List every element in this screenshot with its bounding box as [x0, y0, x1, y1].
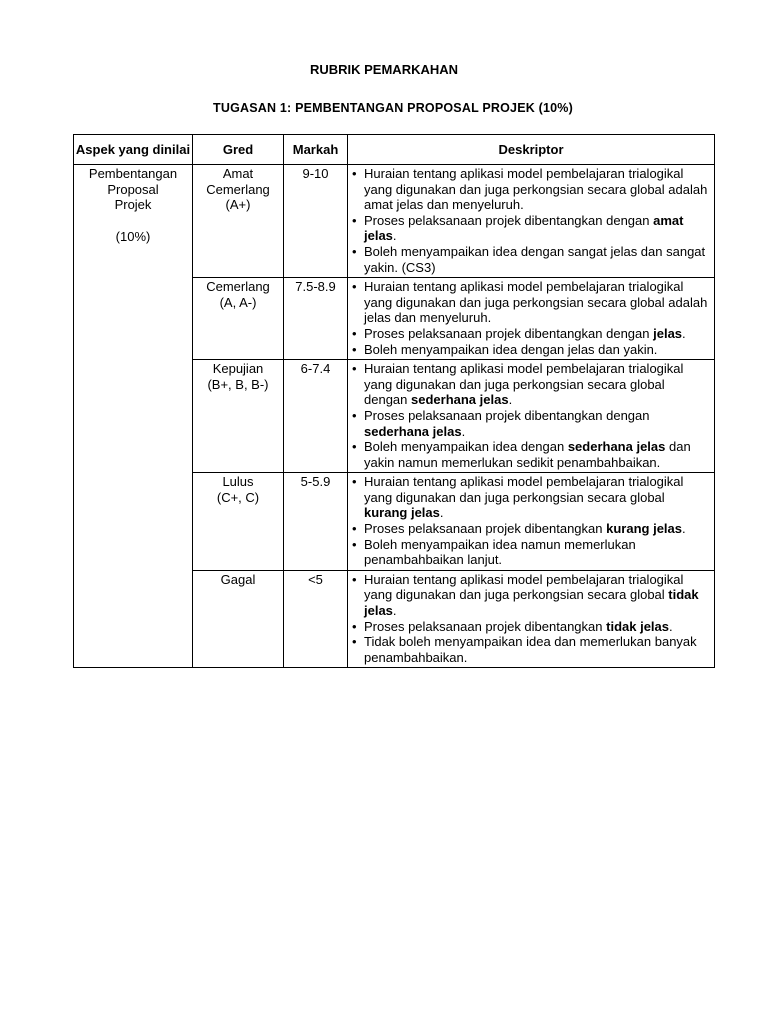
grade-line: (A+)	[225, 197, 251, 213]
grade-line: Cemerlang	[206, 181, 270, 197]
descriptor-list	[348, 165, 714, 277]
descriptor-item	[348, 213, 710, 244]
aspect-line: Pembentangan	[88, 166, 178, 181]
descriptor-emphasis: tidak jelas	[606, 618, 669, 634]
marks-cell: <5	[284, 570, 348, 668]
descriptor-list	[348, 571, 714, 668]
descriptor-emphasis: kurang jelas	[364, 505, 440, 521]
aspect-line: Proposal	[107, 181, 159, 197]
header-markah: Markah	[284, 135, 348, 165]
descriptor-emphasis: sederhana jelas	[411, 392, 509, 408]
grade-line: Lulus	[222, 474, 254, 490]
descriptor-list	[348, 278, 714, 359]
descriptor-item	[348, 361, 710, 408]
descriptor-emphasis: jelas	[653, 325, 683, 341]
descriptor-emphasis: tidak jelas	[364, 587, 699, 619]
descriptor-emphasis: sederhana jelas	[567, 439, 666, 455]
descriptor-item	[348, 408, 710, 439]
descriptor-text: Huraian tentang aplikasi model pembelajaran trialogikal yang digunakan dan juga perkongsian secara global adalah amat jelas dan menyeluruh.	[364, 166, 708, 213]
grade-line: Amat	[222, 166, 254, 181]
descriptor-text: .	[682, 325, 686, 341]
descriptor-text: Boleh menyampaikan idea dengan jelas dan yakin.	[364, 341, 658, 357]
grade-line: (C+, C)	[216, 489, 260, 505]
descriptor-item	[348, 634, 710, 665]
descriptor-cell	[348, 570, 715, 668]
descriptor-item	[348, 279, 710, 326]
descriptor-list	[348, 473, 714, 570]
descriptor-emphasis: sederhana jelas	[364, 423, 462, 439]
grade-cell	[193, 165, 284, 278]
aspect-cell	[74, 165, 193, 668]
descriptor-text: Proses pelaksanaan projek dibentangkan dengan	[364, 407, 650, 423]
descriptor-text: .	[392, 603, 397, 619]
descriptor-text: .	[439, 505, 444, 521]
descriptor-text: .	[508, 392, 513, 408]
descriptor-cell	[348, 278, 715, 360]
grade-line: (A, A-)	[219, 294, 257, 310]
descriptor-text: Tidak boleh menyampaikan idea dan memerlukan banyak penambahbaikan.	[364, 634, 697, 665]
rubric-table	[73, 134, 715, 668]
descriptor-text: .	[682, 521, 686, 537]
descriptor-item	[348, 244, 710, 275]
descriptor-item	[348, 326, 710, 342]
descriptor-item	[348, 474, 710, 521]
descriptor-text: .	[461, 423, 466, 439]
descriptor-text: Boleh menyampaikan idea dengan	[364, 439, 568, 455]
descriptor-text: dan yakin namun memerlukan sedikit penambahbaikan.	[364, 439, 691, 470]
descriptor-text: .	[392, 228, 397, 244]
descriptor-text: .	[669, 618, 673, 634]
descriptor-text: Huraian tentang aplikasi model pembelajaran trialogikal yang digunakan dan juga perkongsian secara global	[364, 474, 684, 505]
grade-line: Gagal	[220, 571, 256, 587]
descriptor-item	[348, 342, 710, 358]
marks-cell: 5-5.9	[284, 473, 348, 571]
descriptor-emphasis: kurang jelas	[606, 521, 682, 537]
grade-cell	[193, 473, 284, 571]
descriptor-text: Boleh menyampaikan idea dengan sangat jelas dan sangat yakin. (CS3)	[364, 243, 706, 275]
marks-cell: 7.5-8.9	[284, 278, 348, 360]
descriptor-item	[348, 439, 710, 470]
header-aspek: Aspek yang dinilai	[74, 135, 193, 165]
grade-line: Cemerlang	[206, 279, 270, 295]
descriptor-emphasis: amat jelas	[364, 212, 684, 244]
marks-cell: 9-10	[284, 165, 348, 278]
aspect-weight: (10%)	[115, 228, 151, 244]
grade-cell	[193, 278, 284, 360]
document-subtitle: TUGASAN 1: PEMBENTANGAN PROPOSAL PROJEK (10%)	[213, 101, 573, 115]
descriptor-cell	[348, 165, 715, 278]
descriptor-text: Proses pelaksanaan projek dibentangkan dengan	[364, 325, 654, 341]
descriptor-text: Boleh menyampaikan idea namun memerlukan penambahbaikan lanjut.	[364, 536, 636, 568]
marks-cell: 6-7.4	[284, 360, 348, 473]
document-title: RUBRIK PEMARKAHAN	[309, 62, 459, 77]
descriptor-text: Proses pelaksanaan projek dibentangkan	[364, 618, 607, 634]
header-deskriptor: Deskriptor	[348, 135, 715, 165]
descriptor-text: Huraian tentang aplikasi model pembelajaran trialogikal yang digunakan dan juga perkongsian secara global adalah jelas dan menyeluruh.	[364, 279, 708, 326]
rubric-body	[74, 165, 715, 668]
descriptor-item	[348, 619, 710, 635]
grade-line: (B+, B, B-)	[207, 376, 269, 392]
descriptor-text: Huraian tentang aplikasi model pembelajaran trialogikal yang digunakan dan juga perkongsian secara global	[364, 571, 684, 603]
descriptor-item	[348, 521, 710, 537]
descriptor-item	[348, 537, 710, 568]
grade-cell	[193, 360, 284, 473]
aspect-spacer	[74, 213, 192, 229]
descriptor-list	[348, 360, 714, 472]
descriptor-item	[348, 572, 710, 619]
grade-line: Kepujian	[212, 361, 264, 377]
descriptor-cell	[348, 473, 715, 571]
grade-cell	[193, 570, 284, 668]
descriptor-text: Proses pelaksanaan projek dibentangkan dengan	[364, 212, 654, 228]
header-gred: Gred	[193, 135, 284, 165]
aspect-line: Projek	[114, 197, 152, 213]
descriptor-item	[348, 166, 710, 213]
descriptor-text: Huraian tentang aplikasi model pembelajaran trialogikal yang digunakan dan juga perkongsian secara global dengan	[364, 361, 684, 408]
table-header-row	[74, 135, 715, 165]
descriptor-text: Proses pelaksanaan projek dibentangkan	[364, 521, 607, 537]
table-row	[74, 165, 715, 278]
descriptor-cell	[348, 360, 715, 473]
